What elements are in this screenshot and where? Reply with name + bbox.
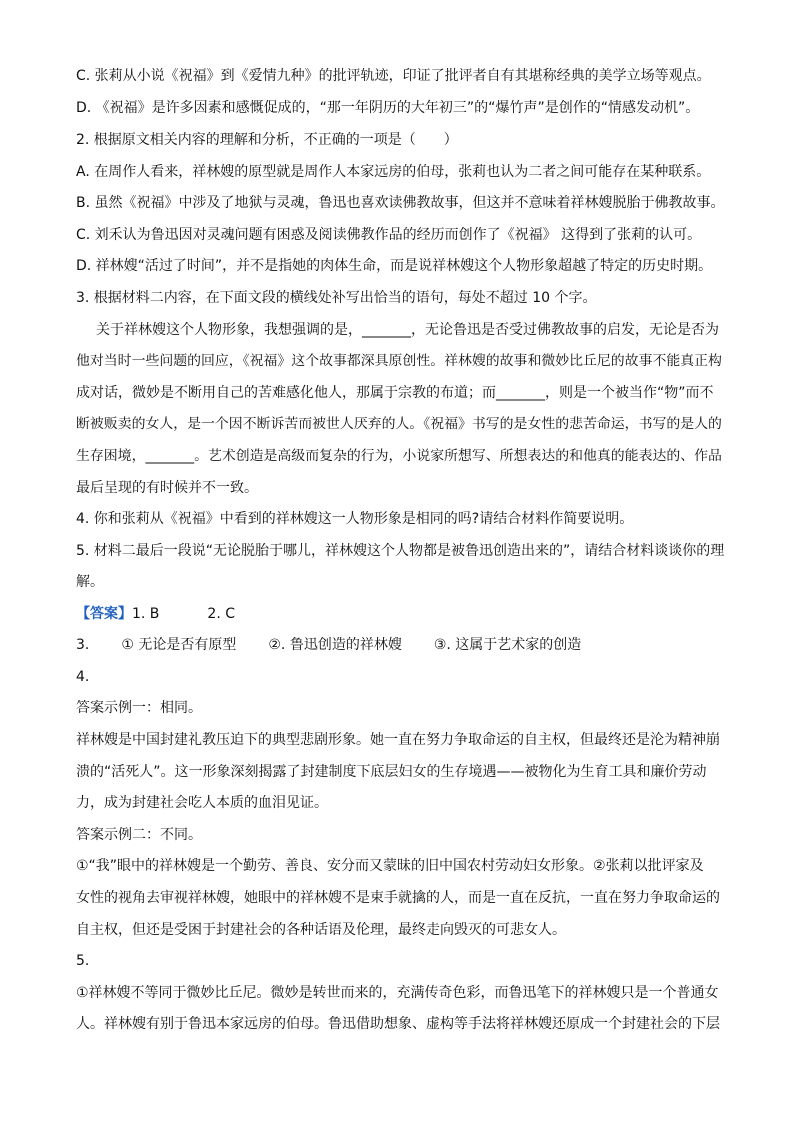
answer-example-1-line-1: 祥林嫂是中国封建礼教压迫下的典型悲剧形象。她一直在努力争取命运的自主权，但最终还是沦为精神崩 (76, 732, 720, 748)
option-c-line: C. 张莉从小说《祝福》到《爱情九种》的批评轨迹，印证了批评者自有其堪称经典的美学立场等观点。 (76, 68, 711, 84)
answer-q5-line-1: ①祥林嫂不等同于微妙比丘尼。微妙是转世而来的，充满传奇色彩，而鲁迅笔下的祥林嫂只是一个普通女 (76, 985, 719, 1001)
answer-example-1-line-2: 溃的“活死人”。这一形象深刻揭露了封建制度下底层妇女的生存境遇——被物化为生育工具和廉价劳动 (76, 764, 707, 780)
answer-row (76, 604, 726, 624)
question-3: 3. 根据材料二内容，在下面文段的横线处补写出恰当的语句，每处不超过 10 个字。 (76, 290, 597, 306)
answer-example-2-heading: 答案示例二：不同。 (76, 827, 202, 843)
answer-q2: 2. C (207, 606, 236, 622)
answer-label: 【答案】 (76, 606, 132, 622)
answer-example-1-heading: 答案示例一：相同。 (76, 700, 202, 716)
answer-q4-number: 4. (76, 669, 90, 685)
q2-option-d: D. 祥林嫂“活过了时间”，并不是指她的肉体生命，而是说祥林嫂这个人物形象超越了特定的历史时期。 (76, 258, 713, 274)
passage-line-5: 生存困境，_______。艺术创造是高级而复杂的行为，小说家所想写、所想表达的和他真的能表达的、作品 (76, 448, 722, 464)
answer-q5-number: 5. (76, 953, 90, 969)
answer-q5-line-2: 人。祥林嫂有别于鲁迅本家远房的伯母。鲁迅借助想象、虚构等手法将祥林嫂还原成一个封建社会的下层 (76, 1016, 720, 1032)
passage-line-2: 他对当时一些问题的回应，《祝福》这个故事都深具原创性。祥林嫂的故事和微妙比丘尼的故事不能真正构 (76, 353, 722, 369)
passage-line-1: 关于祥林嫂这个人物形象，我想强调的是，_______，无论鲁迅是否受过佛教故事的启发，无论是否为 (96, 322, 719, 338)
question-5-line-1: 5. 材料二最后一段说“无论脱胎于哪儿，祥林嫂这个人物都是被鲁迅创造出来的”，请结合材料谈谈你的理 (76, 543, 725, 559)
passage-line-3: 成对话，微妙是不断用自己的苦难感化他人，那属于宗教的布道；而_______，则是一个被当作“物”而不 (76, 385, 714, 401)
answer-q3-blank-1: ① 无论是否有原型 (121, 637, 237, 653)
option-d-line: D. 《祝福》是许多因素和感慨促成的，“那一年阴历的大年初三”的“爆竹声”是创作的“情感发动机”。 (76, 100, 700, 116)
question-5-line-2: 解。 (76, 574, 104, 590)
answer-q3-row (76, 635, 726, 655)
passage-line-4: 断被贩卖的女人，是一个因不断诉苦而被世人厌弃的人。《祝福》书写的是女性的悲苦命运，书写的是人的 (76, 416, 722, 432)
answer-q3-blank-2: ②. 鲁迅创造的祥林嫂 (268, 637, 402, 653)
q2-option-c: C. 刘禾认为鲁迅因对灵魂问题有困惑及阅读佛教作品的经历而创作了《祝福》 这得到了张莉的认可。 (76, 227, 702, 243)
question-2: 2. 根据原文相关内容的理解和分析，不正确的一项是（ ） (76, 132, 458, 148)
answer-example-2-line-2: 女性的视角去审视祥林嫂，她眼中的祥林嫂不是束手就擒的人，而是一直在反抗，一直在努力争取命运的 (76, 890, 720, 906)
q2-option-b: B. 虽然《祝福》中涉及了地狱与灵魂，鲁迅也喜欢读佛教故事，但这并不意味着祥林嫂脱胎于佛教故事。 (76, 195, 725, 211)
answer-example-2-line-1: ①“我”眼中的祥林嫂是一个勤劳、善良、安分而又蒙昧的旧中国农村劳动妇女形象。②张莉以批评家及 (76, 858, 704, 874)
answer-q1: 1. B (132, 606, 160, 622)
q2-option-a: A. 在周作人看来，祥林嫂的原型就是周作人本家远房的伯母，张莉也认为二者之间可能存在某种联系。 (76, 164, 711, 180)
answer-q3-number: 3. (76, 637, 90, 653)
answer-example-1-line-3: 力，成为封建社会吃人本质的血泪见证。 (76, 795, 328, 811)
answer-q3-blank-3: ③. 这属于艺术家的创造 (433, 637, 582, 653)
question-4: 4. 你和张莉从《祝福》中看到的祥林嫂这一人物形象是相同的吗?请结合材料作简要说明。 (76, 511, 634, 527)
answer-example-2-line-3: 自主权，但还是受困于封建社会的各种话语及伦理，最终走向毁灭的可悲女人。 (76, 922, 566, 938)
passage-line-6: 最后呈现的有时候并不一致。 (76, 480, 258, 496)
